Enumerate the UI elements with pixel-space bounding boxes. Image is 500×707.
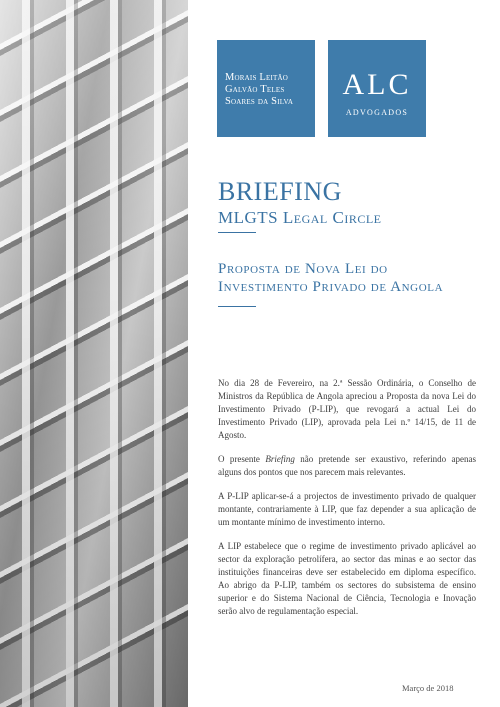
paragraph-2: O presente Briefing não pretende ser exaustivo, referindo apenas alguns dos pontos que nos parecem mais relevantes. [218,454,477,477]
paragraph-4: A LIP estabelece que o regime de investimento privado aplicável ao sector da exploração petrolífera, ao sector das minas e ao sector das instituições financeiras deve ser estabelecido em diploma específico. Ao abrigo da P-LIP, também os sectores do subsistema de ensino superior e do Sistema Nacional de Ciência, Tecnologia e Inovação serão alvo de regulamentação especial. [218,541,476,616]
topic-divider [218,306,256,307]
publication-date: Março de 2018 [402,683,454,693]
alc-logo-text: ALC [342,68,412,101]
paragraph-1: No dia 28 de Fevereiro, na 2.ª Sessão Ordinária, o Conselho de Ministros da República de Angola apreciou a Proposta da nova Lei do Investimento Privado (P-LIP), que revogará a actual Lei do Investimento Privado (LIP), aprovada pela Lei n.º 14/15, de 11 de Agosto. [218,378,476,440]
document-title: BRIEFING [218,177,342,206]
mlgts-logo-text: Morais Leitão Galvão Teles Soares da Silva [225,72,294,107]
document-subtitle: MLGTS Legal Circle [218,208,382,227]
title-divider [218,232,256,233]
topic-heading: Proposta de Nova Lei do Investimento Privado de Angola [218,261,444,295]
paragraph-3: A P-LIP aplicar-se-á a projectos de investimento privado de qualquer montante, contrariamente à LIP, que faz depender a sua aplicação de um montante mínimo de investimento interno. [218,491,476,527]
body-text [218,377,476,629]
mlgts-logo [217,40,315,137]
building-facade-photo [0,0,188,707]
alc-logo [328,40,426,137]
alc-logo-subtext: ADVOGADOS [345,108,409,117]
